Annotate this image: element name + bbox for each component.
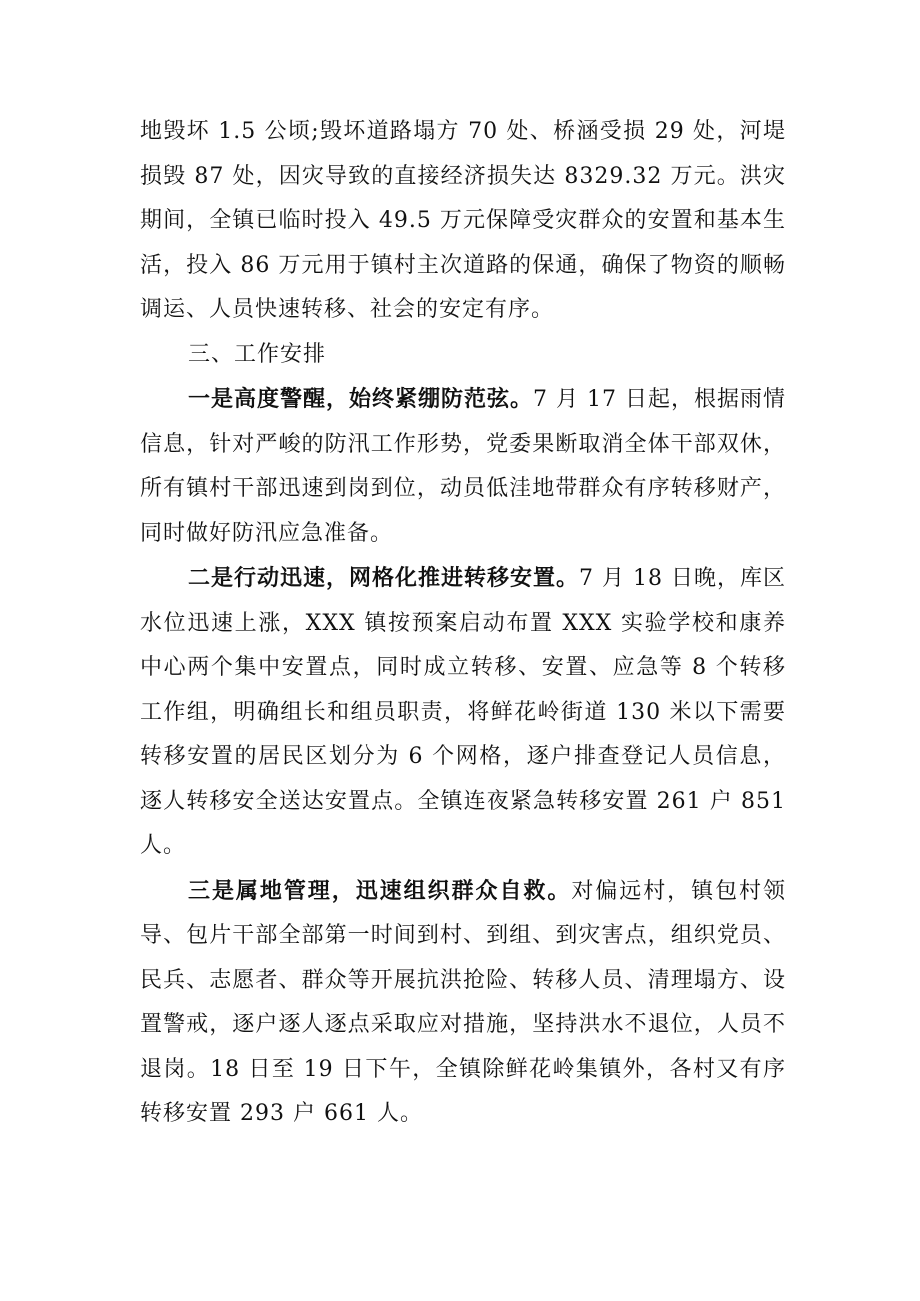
section-heading: 三、工作安排 [188,341,327,367]
item-2-body: 7 月 18 日晚，库区水位迅速上涨，XXX 镇按预案启动布置 XXX 实验学校和康养中心两个集中安置点，同时成立转移、安置、应急等 8 个转移工作组，明确组长和组员职责，将鲜花岭街道 130 米以下需要转移安置的居民区划分为 6 个网格，逐户排查登记人员信息，逐人转移安全送达安置点。全镇连夜紧急转移安置 261 户 851 人。 [140,566,786,858]
item-3-lead: 三是属地管理，迅速组织群众自救。 [188,877,572,904]
item-2-lead: 二是行动迅速，网格化推进转移安置。 [188,565,580,591]
paragraph-loss-summary: 地毁坏 1.5 公顷;毁坏道路塌方 70 处、桥涵受损 29 处，河堤损毁 87 处，因灾导致的直接经济损失达 8329.32 万元。洪灾期间，全镇已临时投入 49.5 万元保障受灾群众的安置和基本生活，投入 86 万元用于镇村主次道路的保通，确保了物资的顺畅调运、人员快速转移、社会的安定有序。 [140,119,786,322]
paragraph-item-1 [140,377,786,556]
item-1-body: 7 月 17 日起，根据雨情信息，针对严峻的防汛工作形势，党委果断取消全体干部双休，所有镇村干部迅速到岗到位，动员低洼地带群众有序转移财产，同时做好防汛应急准备。 [140,387,786,546]
item-1-lead: 一是高度警醒，始终紧绷防范弦。 [188,386,534,412]
paragraph-item-2 [140,556,786,869]
paragraph-item-3 [140,869,786,1137]
item-3-body: 对偏远村，镇包村领导、包片干部全部第一时间到村、到组、到灾害点，组织党员、民兵、志愿者、群众等开展抗洪抢险、转移人员、清理塌方、设置警戒，逐户逐人逐点采取应对措施，坚持洪水不退位，人员不退岗。18 日至 19 日下午，全镇除鲜花岭集镇外，各村又有序转移安置 293 户 661 人。 [140,878,786,1126]
document-page [140,110,786,1137]
